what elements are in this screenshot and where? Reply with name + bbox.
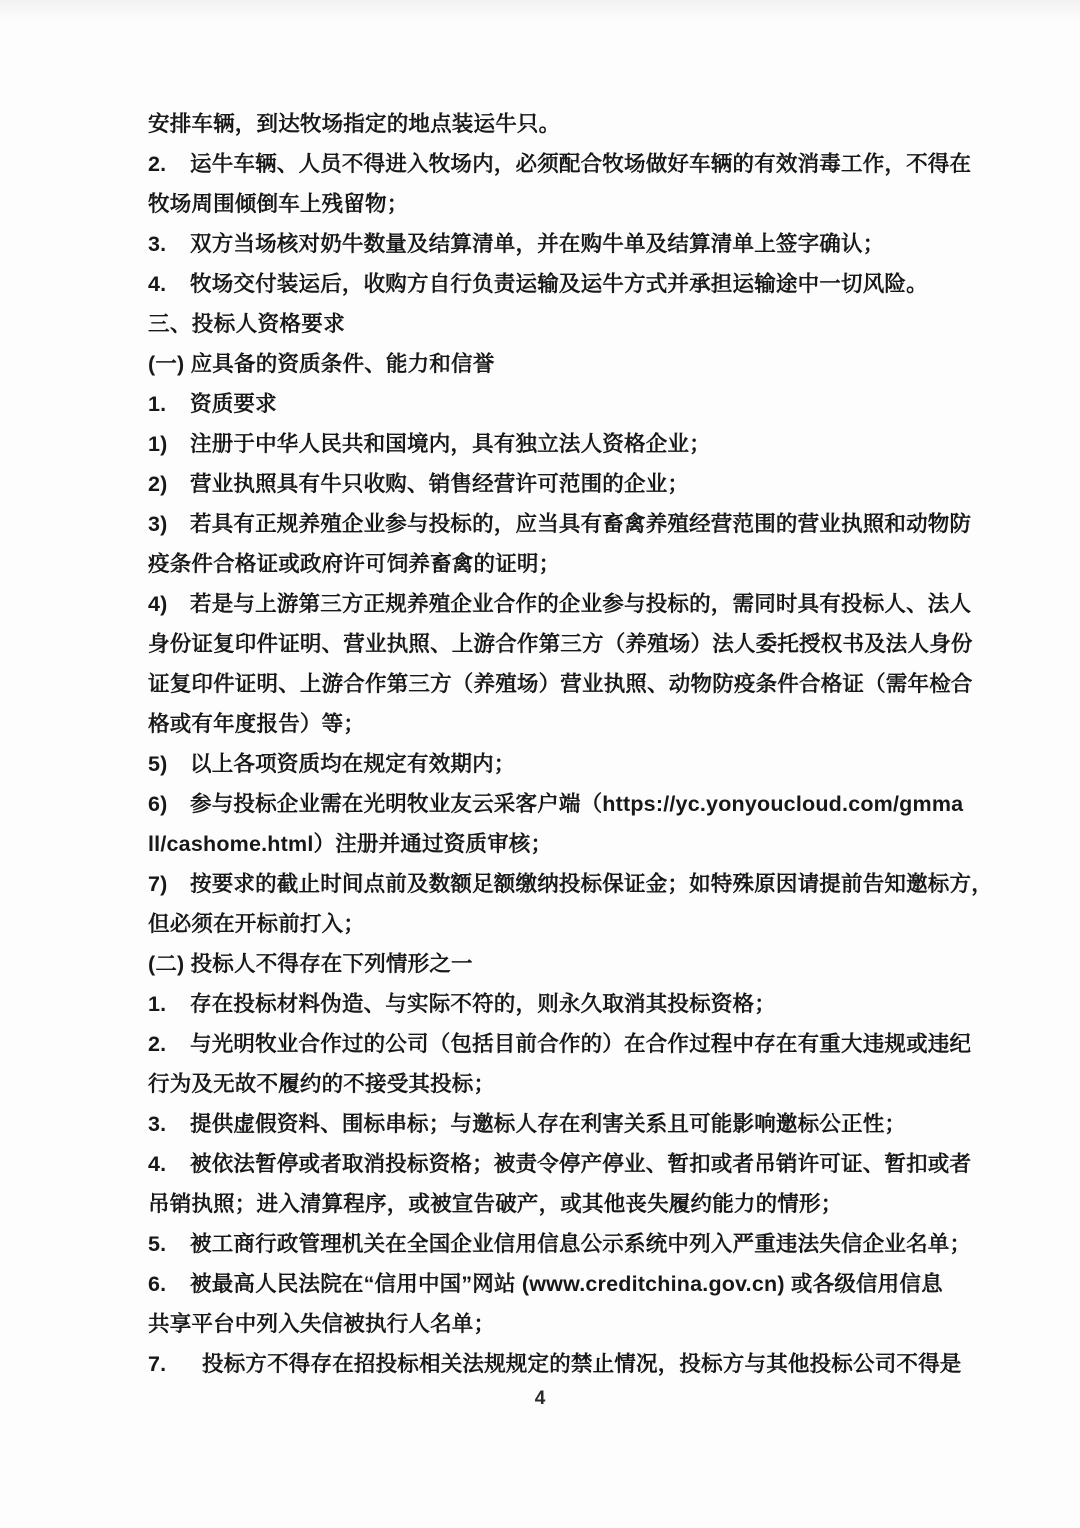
paragraph-line: 格或有年度报告）等； (148, 712, 366, 736)
list-item (148, 864, 993, 904)
list-item-marker: 6. (148, 1272, 167, 1296)
paragraph-line: 身份证复印件证明、营业执照、上游合作第三方（养殖场）法人委托授权书及法人身份 (148, 632, 973, 656)
list-item (148, 424, 932, 464)
paragraph-line: 但必须在开标前打入； (148, 912, 366, 936)
list-item-marker: 3. (148, 232, 167, 256)
list-item (148, 1264, 943, 1304)
list-item-text: 营业执照具有牛只收购、销售经营许可范围的企业； (190, 472, 690, 496)
list-item-text: 按要求的截止时间点前及数额足额缴纳投标保证金；如特殊原因请提前告知邀标方， (190, 872, 993, 896)
list-item-text: 被最高人民法院在“信用中国”网站 (www.creditchina.gov.cn) 或各级信用信息 (190, 1272, 943, 1296)
list-item-marker: 3. (148, 1112, 167, 1136)
list-item-text: 资质要求 (190, 392, 277, 416)
list-item-marker: 6) (148, 792, 168, 816)
list-item (148, 1344, 962, 1384)
list-item-marker: 5) (148, 752, 168, 776)
list-item-marker: 7) (148, 872, 168, 896)
paragraph-line: 吊销执照；进入清算程序，或被宣告破产，或其他丧失履约能力的情形； (148, 1192, 843, 1216)
list-item-text: 以上各项资质均在规定有效期内； (190, 752, 516, 776)
list-item-marker: 4) (148, 592, 168, 616)
list-item (148, 744, 932, 784)
list-item-marker: 5. (148, 1232, 167, 1256)
list-item-marker: 1. (148, 392, 167, 416)
list-item (148, 144, 972, 184)
list-item-text: 运牛车辆、人员不得进入牧场内，必须配合牧场做好车辆的有效消毒工作，不得在 (190, 152, 972, 176)
list-item (148, 1144, 972, 1184)
list-item-text: 被依法暂停或者取消投标资格；被责令停产停业、暂扣或者吊销许可证、暂扣或者 (190, 1152, 972, 1176)
subsection-heading: (一) 应具备的资质条件、能力和信誉 (148, 352, 495, 376)
list-item (148, 1104, 932, 1144)
list-item-marker: 1. (148, 992, 167, 1016)
list-item-marker: 4. (148, 1152, 167, 1176)
paragraph-line: 牧场周围倾倒车上残留物； (148, 192, 409, 216)
list-item-marker: 3) (148, 512, 168, 536)
list-item (148, 584, 972, 624)
paragraph-line: ll/cashome.html）注册并通过资质审核； (148, 832, 553, 856)
list-item (148, 224, 932, 264)
list-item-text: 双方当场核对奶牛数量及结算清单，并在购牛单及结算清单上签字确认； (190, 232, 885, 256)
paragraph-line: 疫条件合格证或政府许可饲养畜禽的证明； (148, 552, 561, 576)
list-item-marker: 7. (148, 1352, 167, 1376)
subsection-heading: (二) 投标人不得存在下列情形之一 (148, 952, 473, 976)
list-item-text: 提供虚假资料、围标串标；与邀标人存在利害关系且可能影响邀标公正性； (190, 1112, 907, 1136)
list-item-text: 若是与上游第三方正规养殖企业合作的企业参与投标的，需同时具有投标人、法人 (190, 592, 972, 616)
list-item-text: 投标方不得存在招投标相关法规规定的禁止情况，投标方与其他投标公司不得是 (202, 1352, 962, 1376)
list-item-text: 被工商行政管理机关在全国企业信用信息公示系统中列入严重违法失信企业名单； (190, 1232, 972, 1256)
list-item-text: 与光明牧业合作过的公司（包括目前合作的）在合作过程中存在有重大违规或违纪 (190, 1032, 972, 1056)
list-item-text: 注册于中华人民共和国境内，具有独立法人资格企业； (190, 432, 711, 456)
list-item (148, 1024, 972, 1064)
list-item-text: 存在投标材料伪造、与实际不符的，则永久取消其投标资格； (190, 992, 776, 1016)
list-item (148, 384, 932, 424)
list-item-text: 若具有正规养殖企业参与投标的，应当具有畜禽养殖经营范围的营业执照和动物防 (190, 512, 972, 536)
page-number: 4 (534, 1388, 546, 1409)
list-item-text: 参与投标企业需在光明牧业友云采客户端（https://yc.yonyoucloud.com/gmma (190, 792, 964, 816)
list-item-marker: 4. (148, 272, 167, 296)
list-item (148, 1224, 972, 1264)
list-item-text: 牧场交付装运后，收购方自行负责运输及运牛方式并承担运输途中一切风险。 (190, 272, 928, 296)
paragraph-line: 安排车辆，到达牧场指定的地点装运牛只。 (148, 112, 561, 136)
document-text-body (148, 104, 993, 1384)
paragraph-line: 行为及无故不履约的不接受其投标； (148, 1072, 496, 1096)
section-heading: 三、投标人资格要求 (148, 312, 346, 336)
paragraph-line: 共享平台中列入失信被执行人名单； (148, 1312, 496, 1336)
list-item-marker: 2. (148, 1032, 167, 1056)
list-item-marker: 2) (148, 472, 168, 496)
paragraph-line: 证复印件证明、上游合作第三方（养殖场）营业执照、动物防疫条件合格证（需年检合 (148, 672, 973, 696)
list-item (148, 784, 964, 824)
list-item (148, 264, 932, 304)
list-item (148, 504, 972, 544)
list-item (148, 464, 932, 504)
list-item-marker: 2. (148, 152, 167, 176)
list-item-marker: 1) (148, 432, 168, 456)
list-item (148, 984, 932, 1024)
